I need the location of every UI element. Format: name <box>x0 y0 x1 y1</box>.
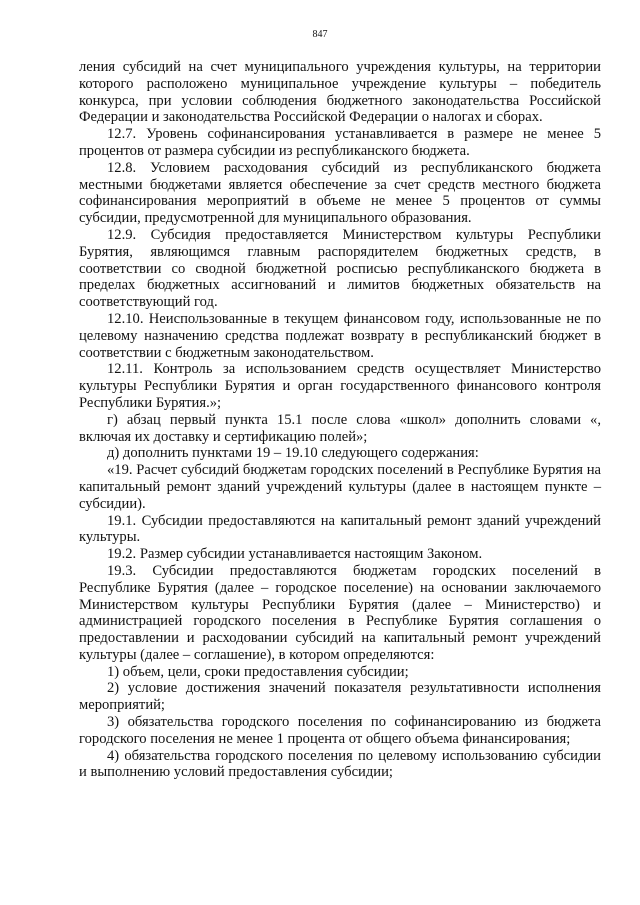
list-item-4: 4) обязательства городского поселения по целевому использованию субсидии и выполнению условий предоставления субсидии; <box>79 747 601 781</box>
list-item-2: 2) условие достижения значений показателя результативности исполнения мероприятий; <box>79 680 601 714</box>
paragraph-g: г) абзац первый пункта 15.1 после слова «школ» дополнить словами «, включая их доставку и сертификацию полей»; <box>79 411 601 445</box>
paragraph-12-9: 12.9. Субсидия предоставляется Министерством культуры Республики Бурятия, являющимся главным распорядителем бюджетных средств, в соответствии со сводной бюджетной росписью республиканского бюджета в пределах бюджетных ассигнований и лимитов бюджетных обязательств на соответствующий год. <box>79 226 601 311</box>
paragraph-12-8: 12.8. Условием расходования субсидий из республиканского бюджета местными бюджетами является обеспечение за счет средств местного бюджета софинансирования мероприятий в объеме не менее 5 процентов от суммы субсидии, предусмотренной для муниципального образования. <box>79 159 601 227</box>
paragraph-12-11: 12.11. Контроль за использованием средств осуществляет Министерство культуры Республики Бурятия и орган государственного финансового контроля Республики Бурятия.»; <box>79 361 601 411</box>
paragraph-19: «19. Расчет субсидий бюджетам городских поселений в Республике Бурятия на капитальный ремонт зданий учреждений культуры (далее в настоящем пункте – субсидии). <box>79 462 601 512</box>
paragraph-12-7: 12.7. Уровень софинансирования устанавливается в размере не менее 5 процентов от размера субсидии из республиканского бюджета. <box>79 126 601 159</box>
paragraph-19-2: 19.2. Размер субсидии устанавливается настоящим Законом. <box>107 546 483 563</box>
paragraph-d: д) дополнить пунктами 19 – 19.10 следующего содержания: <box>107 445 479 462</box>
document-body <box>79 59 601 781</box>
paragraph-12-10: 12.10. Неиспользованные в текущем финансовом году, использованные не по целевому назначению средства подлежат возврату в республиканский бюджет в соответствии с бюджетным законодательством. <box>79 310 601 361</box>
paragraph-19-1: 19.1. Субсидии предоставляются на капитальный ремонт зданий учреждений культуры. <box>79 512 601 546</box>
paragraph-19-3: 19.3. Субсидии предоставляются бюджетам городских поселений в Республике Бурятия (далее – городское поселение) на основании заключаемого Министерством культуры Республики Бурятия (далее – Министерство) и администрацией городского поселения в Республике Бурятия соглашения о предоставлении и расходовании субсидий на капитальный ремонт учреждений культуры (далее – соглашение), в котором определяются: <box>79 562 601 663</box>
page-number: 847 <box>312 29 328 40</box>
list-item-1: 1) объем, цели, сроки предоставления субсидии; <box>107 663 409 680</box>
paragraph-continuation: ления субсидий на счет муниципального учреждения культуры, на территории которого расположено муниципальное учреждение культуры – победитель конкурса, при условии соблюдения бюджетного законодательства Российской Федерации и законодательства Российской Федерации о налогах и сборах. <box>79 59 601 126</box>
list-item-3: 3) обязательства городского поселения по софинансированию из бюджета городского поселения не менее 1 процента от общего объема финансирования; <box>79 714 601 747</box>
